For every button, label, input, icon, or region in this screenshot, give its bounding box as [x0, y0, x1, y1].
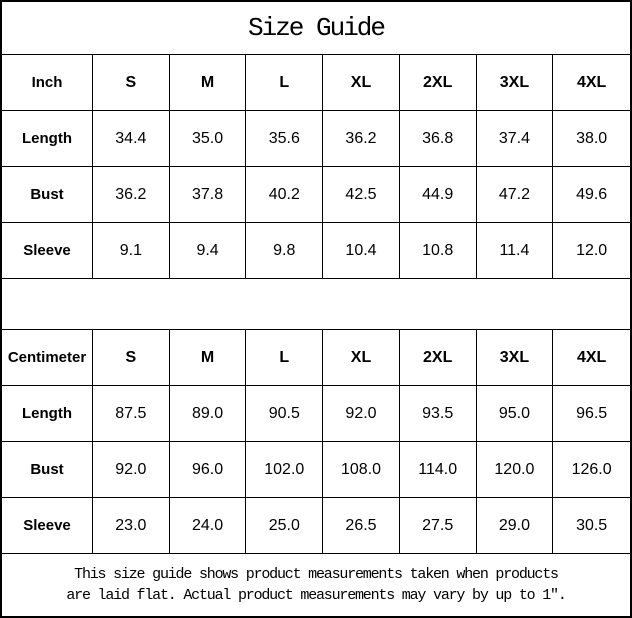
value-cell: 36.8 [400, 111, 477, 166]
size-header-cell: 4XL [576, 73, 607, 91]
size-header-cell: XL [323, 55, 400, 110]
value-cell: 42.5 [323, 167, 400, 222]
value-cell: 37.8 [170, 167, 247, 222]
footer-line-1: This size guide shows product measurements taken when products [74, 566, 558, 583]
value-cell: 126.0 [571, 460, 612, 478]
size-header-cell: 3XL [477, 330, 554, 385]
size-header-cell: L [246, 55, 323, 110]
value-cell: 37.4 [477, 111, 554, 166]
row-label-cell: Bust [2, 442, 93, 497]
value-cell: 40.2 [246, 167, 323, 222]
value-cell: 95.0 [477, 386, 554, 441]
value-cell: 36.2 [93, 167, 170, 222]
table-row [2, 386, 630, 442]
table-row [2, 498, 630, 554]
size-header-cell: S [93, 330, 170, 385]
size-header-cell: 4XL [576, 348, 607, 366]
value-cell: 35.6 [246, 111, 323, 166]
value-cell: 23.0 [93, 498, 170, 553]
value-cell: 114.0 [400, 442, 477, 497]
size-header-cell: S [93, 55, 170, 110]
table-header-row [2, 330, 630, 386]
value-cell: 36.2 [323, 111, 400, 166]
value-cell: 89.0 [170, 386, 247, 441]
value-cell: 10.4 [323, 223, 400, 278]
table-row [2, 167, 630, 223]
value-cell: 92.0 [323, 386, 400, 441]
value-cell: 96.0 [170, 442, 247, 497]
value-cell: 90.5 [246, 386, 323, 441]
table-spacer [2, 279, 630, 330]
value-cell: 93.5 [400, 386, 477, 441]
value-cell: 12.0 [576, 241, 608, 259]
value-cell: 11.4 [477, 223, 554, 278]
unit-header-cell: Inch [2, 55, 93, 110]
value-cell: 26.5 [323, 498, 400, 553]
size-header-cell: M [170, 330, 247, 385]
centimeter-table [2, 330, 630, 554]
row-label-cell: Length [2, 386, 93, 441]
value-cell: 35.0 [170, 111, 247, 166]
value-cell: 9.4 [170, 223, 247, 278]
row-label-cell: Sleeve [2, 223, 93, 278]
value-cell: 34.4 [93, 111, 170, 166]
row-label-cell: Sleeve [2, 498, 93, 553]
value-cell: 49.6 [576, 185, 608, 203]
footer-line-2: are laid flat. Actual product measurements may vary by up to 1″. [66, 587, 566, 604]
size-header-cell: L [246, 330, 323, 385]
table-row [2, 111, 630, 167]
table-row [2, 223, 630, 279]
size-header-cell: 3XL [477, 55, 554, 110]
value-cell: 9.8 [246, 223, 323, 278]
table-header-row [2, 55, 630, 111]
value-cell: 120.0 [477, 442, 554, 497]
value-cell: 27.5 [400, 498, 477, 553]
size-header-cell: 2XL [400, 55, 477, 110]
size-header-cell: XL [323, 330, 400, 385]
value-cell: 44.9 [400, 167, 477, 222]
unit-header-cell: Centimeter [2, 330, 93, 385]
value-cell: 9.1 [93, 223, 170, 278]
value-cell: 30.5 [576, 516, 608, 534]
size-header-cell: 2XL [400, 330, 477, 385]
row-label-cell: Bust [2, 167, 93, 222]
value-cell: 102.0 [246, 442, 323, 497]
table-row [2, 442, 630, 498]
value-cell: 25.0 [246, 498, 323, 553]
value-cell: 87.5 [93, 386, 170, 441]
value-cell: 96.5 [576, 404, 608, 422]
value-cell: 10.8 [400, 223, 477, 278]
row-label-cell: Length [2, 111, 93, 166]
value-cell: 108.0 [323, 442, 400, 497]
value-cell: 38.0 [576, 129, 608, 147]
value-cell: 29.0 [477, 498, 554, 553]
page-title: Size Guide [2, 2, 630, 55]
size-header-cell: M [170, 55, 247, 110]
value-cell: 92.0 [93, 442, 170, 497]
inch-table [2, 55, 630, 279]
value-cell: 47.2 [477, 167, 554, 222]
footer-note [2, 554, 630, 616]
value-cell: 24.0 [170, 498, 247, 553]
